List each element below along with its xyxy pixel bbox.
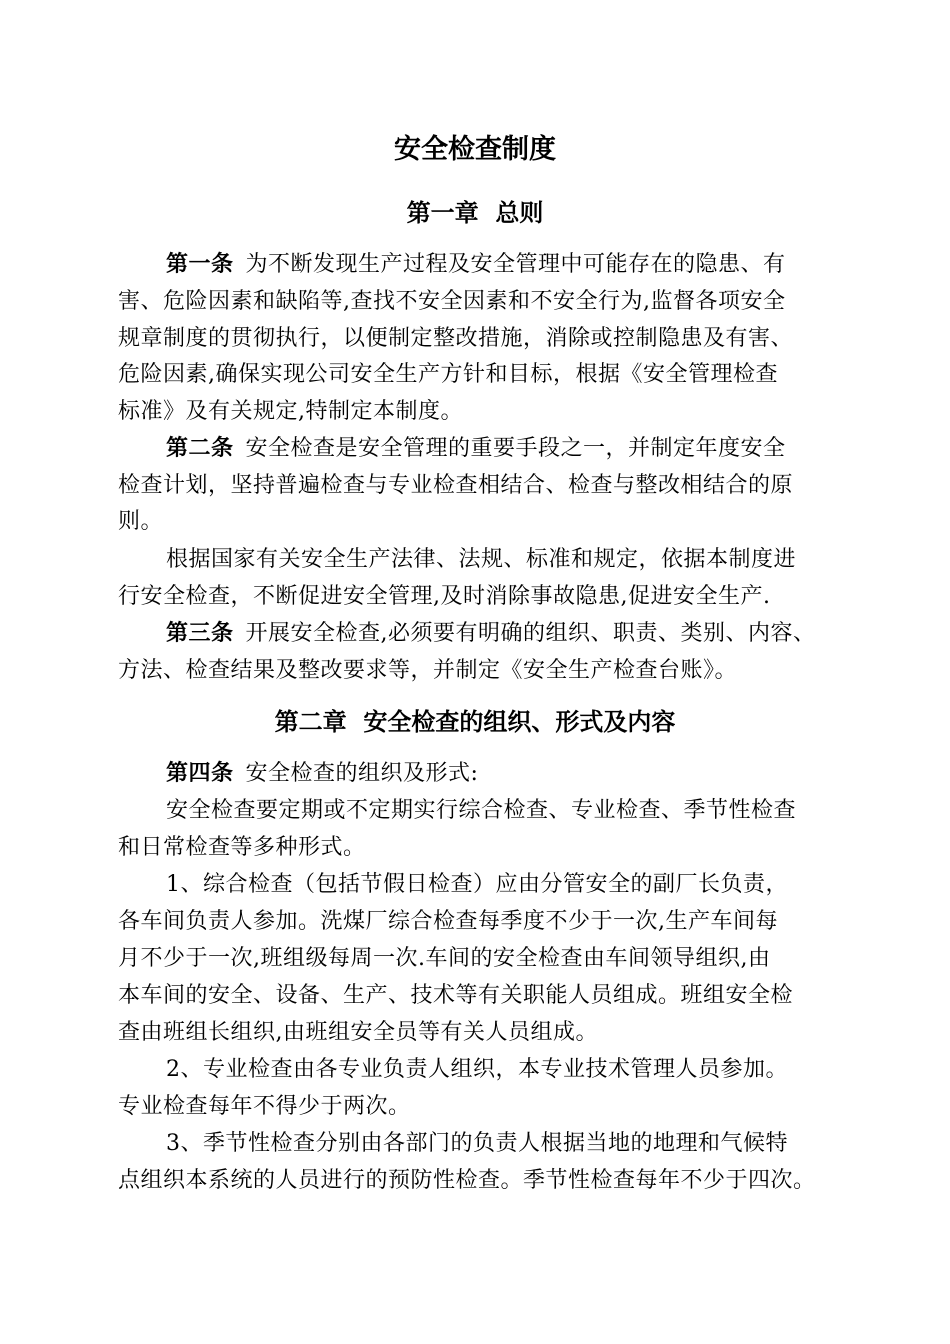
paragraph-line: 专业检查每年不得少于两次。 (118, 1094, 411, 1119)
line-text: 安全检查是安全管理的重要手段之一，并制定年度安全 (245, 436, 786, 461)
paragraph-line: 根据国家有关安全生产法律、法规、标准和规定，依据本制度进 (166, 547, 797, 572)
paragraph-line: 2、专业检查由各专业负责人组织，本专业技术管理人员参加。 (166, 1057, 788, 1082)
paragraph-line: 害、危险因素和缺陷等,查找不安全因素和不安全行为,监督各项安全 (118, 289, 786, 314)
paragraph-line: 点组织本系统的人员进行的预防性检查。季节性检查每年不少于四次。 (118, 1168, 816, 1193)
paragraph-line (166, 431, 786, 467)
article-label: 第一条 (166, 252, 234, 277)
paragraph-line (166, 756, 478, 792)
paragraph-line: 方法、检查结果及整改要求等，并制定《安全生产检查台账》。 (118, 658, 738, 683)
line-text: 为不断发现生产过程及安全管理中可能存在的隐患、有 (245, 252, 786, 277)
line-text: 开展安全检查,必须要有明确的组织、职责、类别、内容、 (245, 621, 816, 646)
paragraph-line: 检查计划，坚持普遍检查与专业检查相结合、检查与整改相结合的原 (118, 473, 794, 498)
document-title: 安全检查制度 (394, 134, 556, 165)
paragraph-line: 查由班组长组织,由班组安全员等有关人员组成。 (118, 1020, 598, 1045)
paragraph-line: 危险因素,确保实现公司安全生产方针和目标，根据《安全管理检查 (118, 362, 778, 387)
paragraph-line: 本车间的安全、设备、生产、技术等有关职能人员组成。班组安全检 (118, 983, 794, 1008)
paragraph-line: 安全检查要定期或不定期实行综合检查、专业检查、季节性检查 (166, 798, 797, 823)
article-label: 第二条 (166, 436, 234, 461)
paragraph-line: 3、季节性检查分别由各部门的负责人根据当地的地理和气候特 (166, 1131, 788, 1156)
article-label: 第三条 (166, 621, 234, 646)
paragraph-line: 则。 (118, 509, 164, 534)
paragraph-line (166, 247, 786, 283)
article-label: 第四条 (166, 761, 234, 786)
line-text: 安全检查的组织及形式: (245, 761, 479, 786)
paragraph-line (166, 616, 816, 652)
chapter-heading-1: 第一章 总则 (406, 199, 544, 227)
paragraph-line: 行安全检查，不断促进安全管理,及时消除事故隐患,促进安全生产. (118, 584, 771, 609)
paragraph-line: 月不少于一次,班组级每周一次.车间的安全检查由车间领导组织,由 (118, 946, 771, 971)
paragraph-line: 各车间负责人参加。洗煤厂综合检查每季度不少于一次,生产车间每 (118, 909, 778, 934)
paragraph-line: 1、综合检查（包括节假日检查）应由分管安全的副厂长负责， (166, 872, 788, 897)
paragraph-line: 规章制度的贯彻执行，以便制定整改措施，消除或控制隐患及有害、 (118, 326, 794, 351)
paragraph-line: 和日常检查等多种形式。 (118, 835, 366, 860)
chapter-heading-2: 第二章 安全检查的组织、形式及内容 (274, 708, 676, 736)
paragraph-line: 标准》及有关规定,特制定本制度。 (118, 399, 463, 424)
